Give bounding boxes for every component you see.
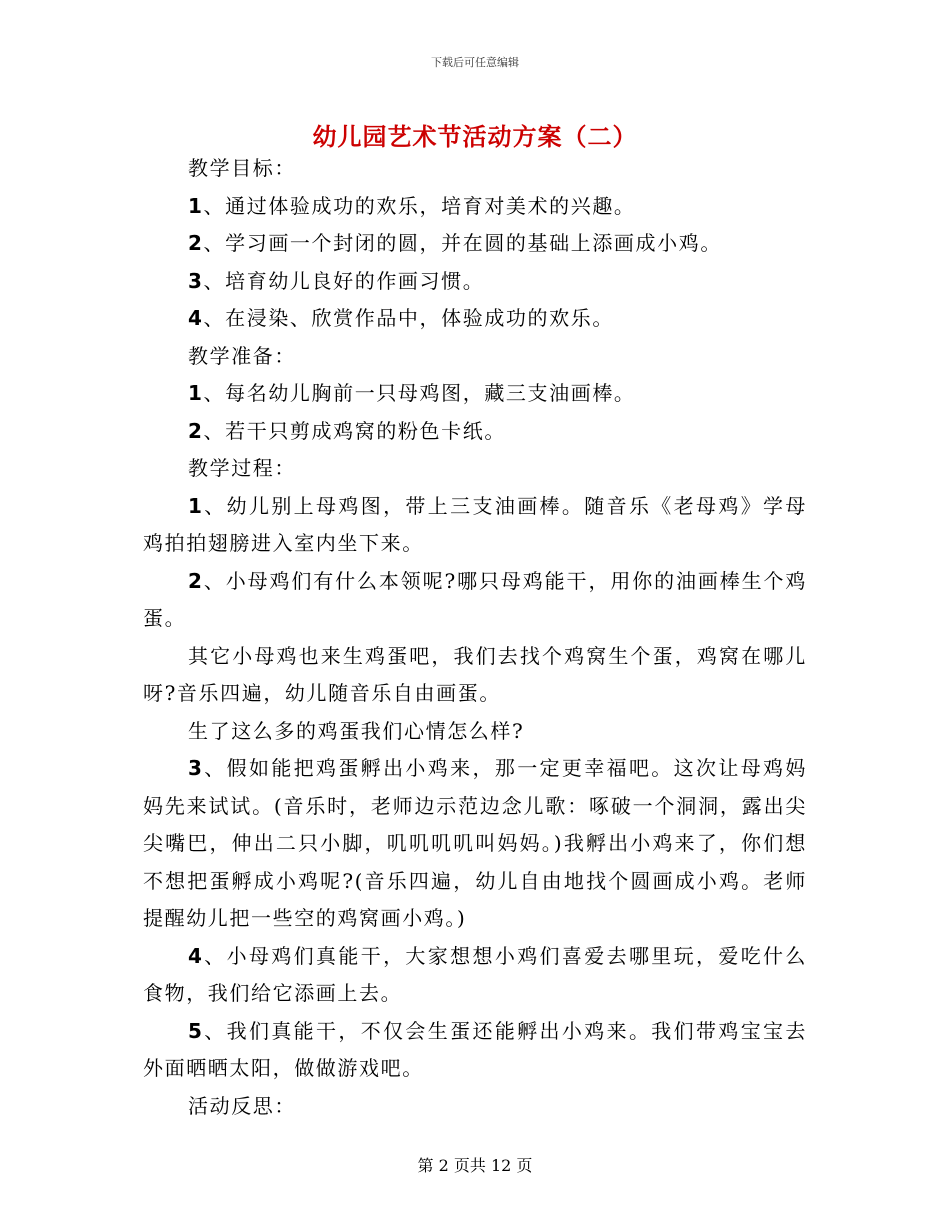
paragraph: 活动反思： xyxy=(188,1093,296,1118)
paragraph: 其它小母鸡也来生鸡蛋吧，我们去找个鸡窝生个蛋，鸡窝在哪儿呀?音乐四遍，幼儿随音乐自由画蛋。 xyxy=(143,643,807,705)
paragraph: 3、假如能把鸡蛋孵出小鸡来，那一定更幸福吧。这次让母鸡妈妈先来试试。(音乐时，老师边示范边念儿歌：啄破一个洞洞，露出尖尖嘴巴，伸出二只小脚，叽叽叽叽叫妈妈。)我孵出小鸡来了，你们想不想把蛋孵成小鸡呢?(音乐四遍，幼儿自由地找个圆画成小鸡。老师提醒幼儿把一些空的鸡窝画小鸡。) xyxy=(143,756,807,930)
paragraph: 4、在浸染、欣赏作品中，体验成功的欢乐。 xyxy=(188,306,614,330)
paragraph: 2、小母鸡们有什么本领呢?哪只母鸡能干，用你的油画棒生个鸡蛋。 xyxy=(143,568,807,630)
paragraph: 4、小母鸡们真能干，大家想想小鸡们喜爱去哪里玩，爱吃什么食物，我们给它添画上去。 xyxy=(143,943,807,1005)
paragraph: 1、每名幼儿胸前一只母鸡图，藏三支油画棒。 xyxy=(188,381,636,405)
paragraph: 生了这么多的鸡蛋我们心情怎么样? xyxy=(188,718,525,743)
paragraph: 2、学习画一个封闭的圆，并在圆的基础上添画成小鸡。 xyxy=(188,231,722,255)
header-note: 下载后可任意编辑 xyxy=(431,56,519,69)
paragraph: 教学过程： xyxy=(188,456,296,480)
document-body xyxy=(143,150,807,1125)
paragraph: 教学准备： xyxy=(188,343,296,368)
page-number: 第 2 页共 12 页 xyxy=(417,1156,533,1175)
paragraph: 3、培育幼儿良好的作画习惯。 xyxy=(188,268,485,293)
paragraph: 2、若干只剪成鸡窝的粉色卡纸。 xyxy=(188,418,506,443)
paragraph: 教学目标： xyxy=(188,156,296,180)
document-title: 幼儿园艺术节活动方案（二） xyxy=(312,122,638,151)
paragraph: 1、幼儿别上母鸡图，带上三支油画棒。随音乐《老母鸡》学母鸡拍拍翅膀进入室内坐下来。 xyxy=(143,493,807,555)
paragraph: 5、我们真能干，不仅会生蛋还能孵出小鸡来。我们带鸡宝宝去外面晒晒太阳，做做游戏吧。 xyxy=(143,1018,807,1080)
paragraph: 1、通过体验成功的欢乐，培育对美术的兴趣。 xyxy=(188,193,636,218)
